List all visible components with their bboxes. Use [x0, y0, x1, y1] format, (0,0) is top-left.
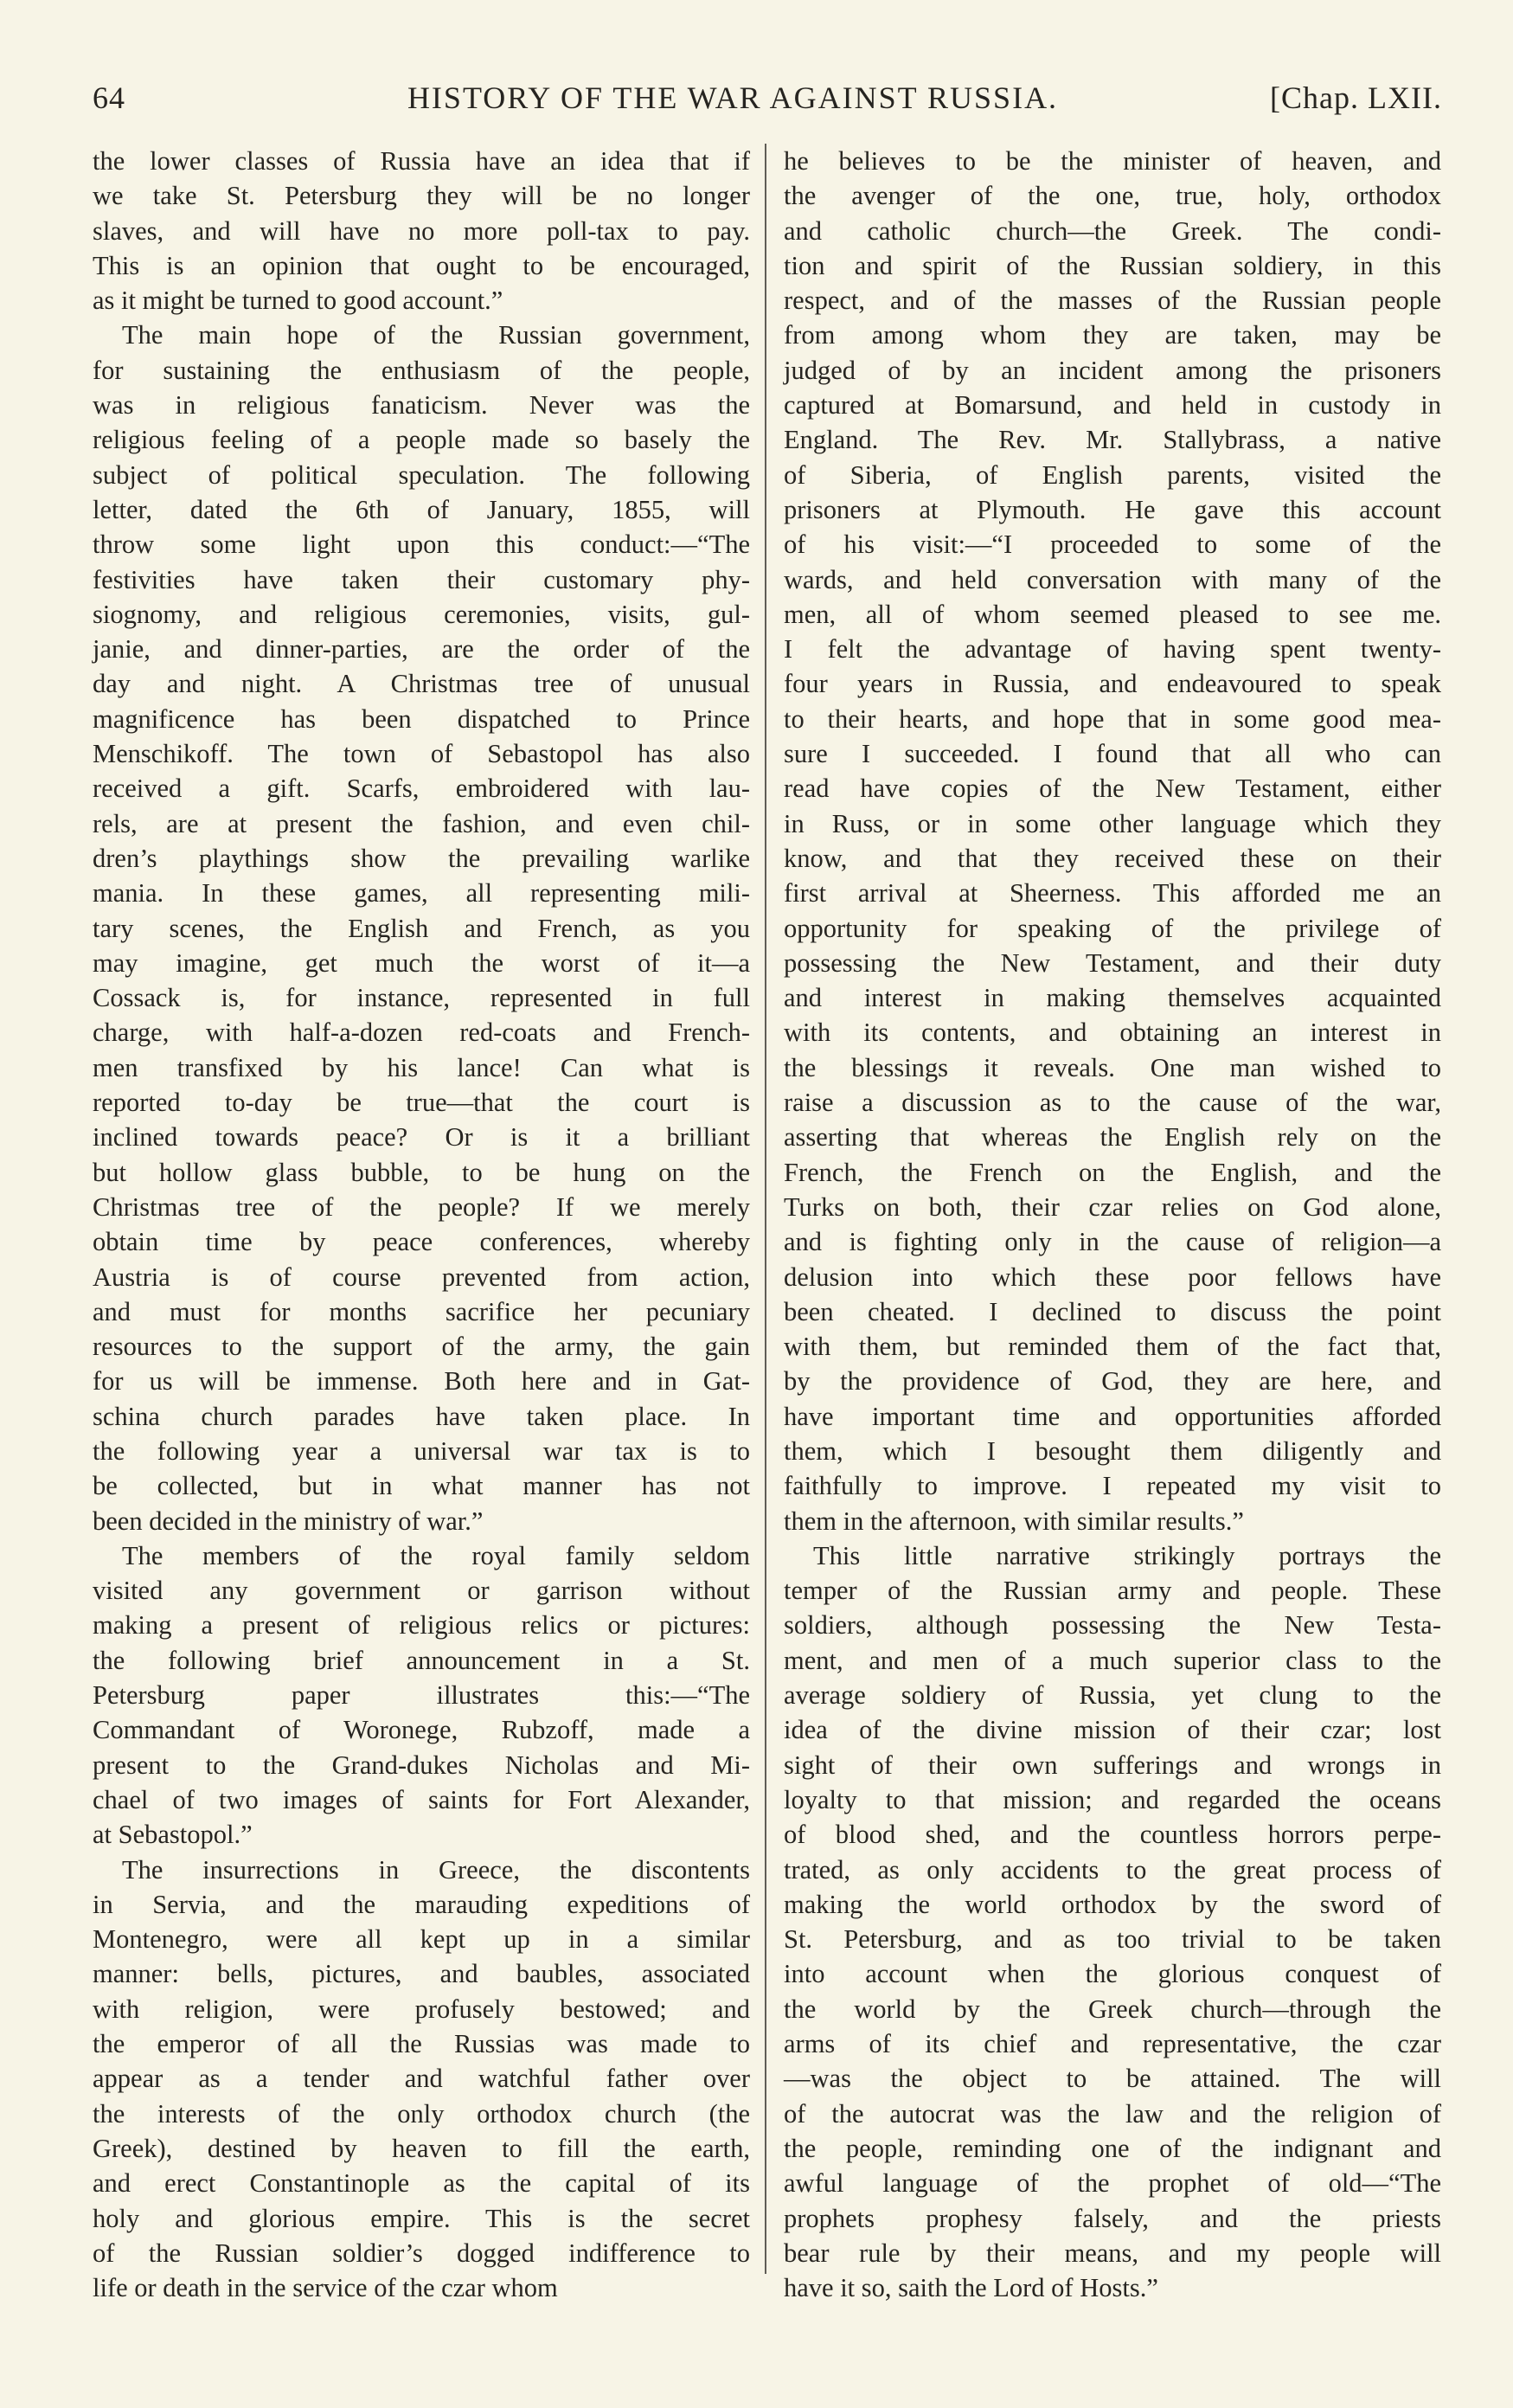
- text-line: reported to-day be true—that the court is: [93, 1088, 750, 1118]
- text-line: men transfixed by his lance! Can what is: [93, 1052, 750, 1082]
- text-line: French, the French on the English, and the: [784, 1157, 1441, 1187]
- text-line: magnificence has been dispatched to Prince: [93, 703, 750, 734]
- text-line: to their hearts, and hope that in some good mea-: [784, 703, 1441, 734]
- text-line: of blood shed, and the countless horrors perpe-: [784, 1820, 1441, 1850]
- text-line: faithfully to improve. I repeated my visit to: [784, 1471, 1441, 1501]
- text-line: soldiers, although possessing the New Testa-: [784, 1610, 1441, 1641]
- text-line: tary scenes, the English and French, as you: [93, 913, 750, 943]
- text-line: with religion, were profusely bestowed; and: [93, 1994, 750, 2024]
- paragraph: [784, 1538, 1441, 2306]
- text-line: them in the afternoon, with similar results.”: [784, 1506, 1244, 1536]
- text-line: been decided in the ministry of war.”: [93, 1506, 484, 1536]
- text-line: and erect Constantinople as the capital of its: [93, 2168, 750, 2199]
- text-line: was in religious fanaticism. Never was the: [93, 390, 750, 421]
- text-line: opportunity for speaking of the privilege of: [784, 913, 1441, 943]
- text-line: making a present of religious relics or pictures:: [93, 1610, 750, 1641]
- text-line: judged of by an incident among the prisoners: [784, 355, 1441, 385]
- text-line: the world by the Greek church—through the: [784, 1994, 1441, 2024]
- text-line: by the providence of God, they are here, and: [784, 1366, 1441, 1397]
- text-line: throw some light upon this conduct:—“The: [93, 530, 750, 560]
- text-line: visited any government or garrison without: [93, 1576, 750, 1606]
- text-line: This little narrative strikingly portrays the: [813, 1540, 1441, 1570]
- text-line: The insurrections in Greece, the discontents: [122, 1854, 750, 1885]
- text-line: been cheated. I declined to discuss the point: [784, 1296, 1441, 1326]
- text-line: raise a discussion as to the cause of the war,: [784, 1088, 1441, 1118]
- text-line: of Siberia, of English parents, visited the: [784, 459, 1441, 490]
- text-line: average soldiery of Russia, yet clung to the: [784, 1680, 1441, 1711]
- text-line: read have copies of the New Testament, either: [784, 774, 1441, 804]
- text-line: the blessings it reveals. One man wished to: [784, 1052, 1441, 1082]
- text-line: idea of the divine mission of their czar; lost: [784, 1715, 1441, 1745]
- text-line: temper of the Russian army and people. These: [784, 1576, 1441, 1606]
- text-line: at Sebastopol.”: [93, 1820, 253, 1850]
- text-line: slaves, and will have no more poll-tax to pay.: [93, 215, 750, 246]
- text-line: sight of their own sufferings and wrongs in: [784, 1750, 1441, 1780]
- text-line: wards, and held conversation with many of the: [784, 564, 1441, 594]
- text-line: chael of two images of saints for Fort Alexander,: [93, 1784, 750, 1814]
- text-line: festivities have taken their customary phy-: [93, 564, 750, 594]
- text-line: present to the Grand-dukes Nicholas and Mi-: [93, 1750, 750, 1780]
- text-line: —was the object to be attained. The will: [784, 2064, 1441, 2094]
- text-line: four years in Russia, and endeavoured to speak: [784, 669, 1441, 699]
- text-line: trated, as only accidents to the great process of: [784, 1854, 1441, 1885]
- text-line: arms of its chief and representative, the czar: [784, 2029, 1441, 2059]
- text-line: mania. In these games, all representing mili-: [93, 878, 750, 909]
- text-line: the avenger of the one, true, holy, orthodox: [784, 181, 1441, 211]
- text-line: the lower classes of Russia have an idea that if: [93, 146, 750, 176]
- text-line: men, all of whom seemed pleased to see me.: [784, 599, 1441, 629]
- text-line: and catholic church—the Greek. The condi-: [784, 215, 1441, 246]
- text-line: and is fighting only in the cause of religion—a: [784, 1227, 1441, 1257]
- text-line: for us will be immense. Both here and in Gat-: [93, 1366, 750, 1397]
- text-line: day and night. A Christmas tree of unusual: [93, 669, 750, 699]
- text-line: he believes to be the minister of heaven, and: [784, 146, 1441, 176]
- text-line: the emperor of all the Russias was made to: [93, 2029, 750, 2059]
- text-line: obtain time by peace conferences, whereby: [93, 1227, 750, 1257]
- text-line: life or death in the service of the czar whom: [93, 2273, 558, 2303]
- text-line: as it might be turned to good account.”: [93, 286, 503, 316]
- text-line: the interests of the only orthodox church (the: [93, 2098, 750, 2129]
- text-line: inclined towards peace? Or is it a brilliant: [93, 1122, 750, 1153]
- text-line: Petersburg paper illustrates this:—“The: [93, 1680, 750, 1711]
- text-line: of the Russian soldier’s dogged indifference to: [93, 2238, 750, 2268]
- text-line: have it so, saith the Lord of Hosts.”: [784, 2273, 1158, 2303]
- text-line: the people, reminding one of the indignant and: [784, 2133, 1441, 2163]
- text-line: may imagine, get much the worst of it—a: [93, 947, 750, 978]
- text-line: England. The Rev. Mr. Stallybrass, a native: [784, 425, 1441, 455]
- left-column: [93, 144, 750, 2305]
- paragraph: [93, 144, 750, 318]
- column-divider: [765, 144, 766, 2274]
- running-header: [93, 80, 1442, 118]
- text-line: Christmas tree of the people? If we merely: [93, 1191, 750, 1222]
- text-line: The members of the royal family seldom: [122, 1540, 750, 1570]
- text-line: making the world orthodox by the sword of: [784, 1889, 1441, 1919]
- right-column: [784, 144, 1441, 2305]
- paragraph: [93, 1853, 750, 2306]
- text-line: Commandant of Woronege, Rubzoff, made a: [93, 1715, 750, 1745]
- text-line: possessing the New Testament, and their duty: [784, 947, 1441, 978]
- text-line: and must for months sacrifice her pecuniary: [93, 1296, 750, 1326]
- text-line: charge, with half-a-dozen red-coats and French-: [93, 1018, 750, 1048]
- text-line: The main hope of the Russian government,: [122, 320, 750, 350]
- text-line: have important time and opportunities afforded: [784, 1401, 1441, 1431]
- text-line: subject of political speculation. The following: [93, 459, 750, 490]
- text-line: prisoners at Plymouth. He gave this account: [784, 494, 1441, 524]
- text-line: received a gift. Scarfs, embroidered with lau-: [93, 774, 750, 804]
- paragraph: [93, 318, 750, 1538]
- text-line: rels, are at present the fashion, and even chil-: [93, 808, 750, 838]
- text-line: in Russ, or in some other language which they: [784, 808, 1441, 838]
- text-line: siognomy, and religious ceremonies, visits, gul-: [93, 599, 750, 629]
- text-line: letter, dated the 6th of January, 1855, will: [93, 494, 750, 524]
- text-line: respect, and of the masses of the Russian people: [784, 286, 1441, 316]
- text-line: from among whom they are taken, may be: [784, 320, 1441, 350]
- text-line: of his visit:—“I proceeded to some of the: [784, 530, 1441, 560]
- text-line: of the autocrat was the law and the religion of: [784, 2098, 1441, 2129]
- text-line: Cossack is, for instance, represented in full: [93, 983, 750, 1013]
- text-line: captured at Bomarsund, and held in custody in: [784, 390, 1441, 421]
- text-line: ment, and men of a much superior class to the: [784, 1645, 1441, 1675]
- text-line: with them, but reminded them of the fact that,: [784, 1332, 1441, 1362]
- text-line: I felt the advantage of having spent twenty-: [784, 634, 1441, 665]
- paragraph: [784, 144, 1441, 1538]
- text-line: Greek), destined by heaven to fill the earth,: [93, 2133, 750, 2163]
- text-line: first arrival at Sheerness. This afforded me an: [784, 878, 1441, 909]
- text-line: Menschikoff. The town of Sebastopol has also: [93, 739, 750, 769]
- running-title: HISTORY OF THE WAR AGAINST RUSSIA.: [407, 80, 1059, 115]
- text-line: loyalty to that mission; and regarded the oceans: [784, 1784, 1441, 1814]
- text-line: asserting that whereas the English rely on the: [784, 1122, 1441, 1153]
- text-line: in Servia, and the marauding expeditions of: [93, 1889, 750, 1919]
- text-line: bear rule by their means, and my people will: [784, 2238, 1441, 2268]
- text-line: St. Petersburg, and as too trivial to be taken: [784, 1924, 1441, 1955]
- text-line: janie, and dinner-parties, are the order of the: [93, 634, 750, 665]
- text-line: sure I succeeded. I found that all who can: [784, 739, 1441, 769]
- text-line: but hollow glass bubble, to be hung on the: [93, 1157, 750, 1187]
- text-line: Austria is of course prevented from action,: [93, 1262, 750, 1292]
- text-line: awful language of the prophet of old—“The: [784, 2168, 1441, 2199]
- text-line: appear as a tender and watchful father over: [93, 2064, 750, 2094]
- text-line: into account when the glorious conquest of: [784, 1959, 1441, 1989]
- text-line: holy and glorious empire. This is the secret: [93, 2203, 750, 2233]
- text-line: manner: bells, pictures, and baubles, associated: [93, 1959, 750, 1989]
- text-line: Turks on both, their czar relies on God alone,: [784, 1191, 1441, 1222]
- page-number: 64: [93, 80, 125, 115]
- text-line: the following brief announcement in a St.: [93, 1645, 750, 1675]
- text-line: we take St. Petersburg they will be no longer: [93, 181, 750, 211]
- text-line: dren’s playthings show the prevailing warlike: [93, 843, 750, 873]
- text-line: them, which I besought them diligently and: [784, 1435, 1441, 1466]
- text-line: delusion into which these poor fellows have: [784, 1262, 1441, 1292]
- text-line: be collected, but in what manner has not: [93, 1471, 750, 1501]
- text-line: with its contents, and obtaining an interest in: [784, 1018, 1441, 1048]
- text-line: the following year a universal war tax is to: [93, 1435, 750, 1466]
- text-line: for sustaining the enthusiasm of the people,: [93, 355, 750, 385]
- text-line: This is an opinion that ought to be encouraged,: [93, 250, 750, 280]
- chapter-label: [Chap. LXII.: [1270, 80, 1442, 115]
- text-line: schina church parades have taken place. In: [93, 1401, 750, 1431]
- text-line: religious feeling of a people made so basely the: [93, 425, 750, 455]
- text-line: tion and spirit of the Russian soldiery, in this: [784, 250, 1441, 280]
- paragraph: [93, 1538, 750, 1853]
- text-line: Montenegro, were all kept up in a similar: [93, 1924, 750, 1955]
- text-line: prophets prophesy falsely, and the priests: [784, 2203, 1441, 2233]
- text-line: resources to the support of the army, the gain: [93, 1332, 750, 1362]
- text-line: know, and that they received these on their: [784, 843, 1441, 873]
- text-line: and interest in making themselves acquainted: [784, 983, 1441, 1013]
